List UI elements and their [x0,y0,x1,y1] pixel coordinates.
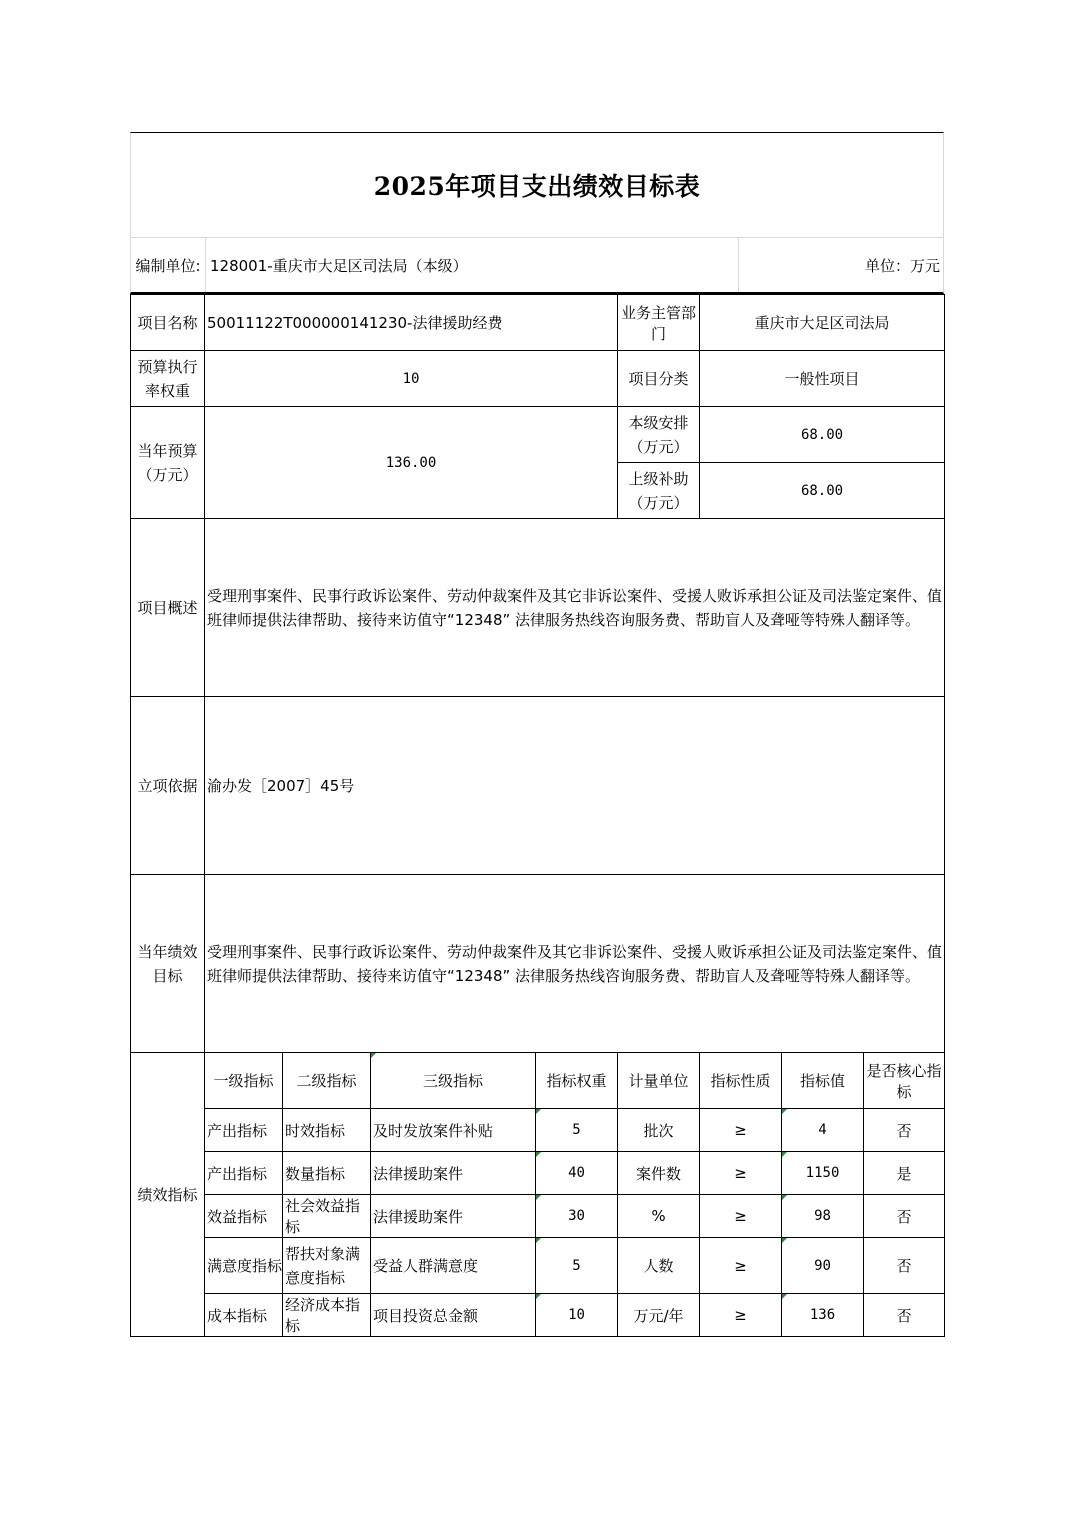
table-row [131,1238,945,1294]
cell-unit: 万元/年 [618,1294,700,1337]
dept-label: 业务主管部门 [618,295,700,351]
unit-label: 单位：万元 [864,256,940,275]
dept-value: 重庆市大足区司法局 [700,295,945,351]
cell-value: 90 [782,1238,864,1294]
cell-value: 98 [782,1195,864,1238]
rate-value: 10 [205,351,618,407]
cell-level3: 项目投资总金额 [371,1294,536,1337]
header-nature: 指标性质 [700,1053,782,1109]
indicators-section-label: 绩效指标 [131,1053,205,1337]
cell-level1: 满意度指标 [205,1238,283,1294]
cell-unit: 案件数 [618,1152,700,1195]
cell-nature: ≥ [700,1195,782,1238]
row-budget-local [131,407,945,463]
header-weight: 指标权重 [536,1053,618,1109]
cell-value: 1150 [782,1152,864,1195]
header-level3: 三级指标 [371,1053,536,1109]
goal-value: 受理刑事案件、民事行政诉讼案件、劳动仲裁案件及其它非诉讼案件、受援人败诉承担公证及司法鉴定案件、值班律师提供法律帮助、接待来访值守“12348” 法律服务热线咨询服务费、帮助盲人及聋哑等特殊人翻译等。 [205,875,945,1053]
budget-value: 136.00 [205,407,618,519]
table-row [131,1152,945,1195]
cell-weight: 10 [536,1294,618,1337]
category-value: 一般性项目 [700,351,945,407]
header-value: 指标值 [782,1053,864,1109]
cell-core: 否 [864,1238,945,1294]
cell-unit: 批次 [618,1109,700,1152]
org-value: 128001-重庆市大足区司法局（本级） [206,238,739,292]
page-title: 2025年项目支出绩效目标表 [373,172,701,201]
cell-level2: 帮扶对象满意度指标 [283,1238,371,1294]
cell-unit: 人数 [618,1238,700,1294]
header-level1: 一级指标 [205,1053,283,1109]
local-label: 本级安排（万元） [618,407,700,463]
row-basis [131,697,945,875]
row-project-name [131,295,945,351]
basis-value: 渝办发［2007］45号 [205,697,945,875]
header-core: 是否核心指标 [864,1053,945,1109]
table-row [131,1294,945,1337]
rate-label: 预算执行率权重 [131,351,205,407]
cell-nature: ≥ [700,1109,782,1152]
row-overview [131,519,945,697]
cell-level3: 及时发放案件补贴 [371,1109,536,1152]
header-level2: 二级指标 [283,1053,371,1109]
cell-core: 否 [864,1195,945,1238]
upper-value: 68.00 [700,463,945,519]
org-label: 编制单位: [131,238,206,292]
category-label: 项目分类 [618,351,700,407]
cell-nature: ≥ [700,1152,782,1195]
cell-level3: 受益人群满意度 [371,1238,536,1294]
cell-weight: 30 [536,1195,618,1238]
overview-label: 项目概述 [131,519,205,697]
cell-weight: 5 [536,1238,618,1294]
cell-weight: 40 [536,1152,618,1195]
cell-nature: ≥ [700,1238,782,1294]
cell-level3: 法律援助案件 [371,1195,536,1238]
main-table [130,294,945,1337]
cell-nature: ≥ [700,1294,782,1337]
upper-label: 上级补助（万元） [618,463,700,519]
cell-level2: 经济成本指标 [283,1294,371,1337]
cell-level2: 时效指标 [283,1109,371,1152]
header-row [130,238,944,294]
basis-label: 立项依据 [131,697,205,875]
cell-level3: 法律援助案件 [371,1152,536,1195]
cell-level1: 成本指标 [205,1294,283,1337]
cell-core: 否 [864,1294,945,1337]
header-unit: 计量单位 [618,1053,700,1109]
title-row [130,132,944,238]
cell-level1: 效益指标 [205,1195,283,1238]
row-annual-goal [131,875,945,1053]
row-execution-rate [131,351,945,407]
cell-level1: 产出指标 [205,1109,283,1152]
overview-value: 受理刑事案件、民事行政诉讼案件、劳动仲裁案件及其它非诉讼案件、受援人败诉承担公证及司法鉴定案件、值班律师提供法律帮助、接待来访值守“12348” 法律服务热线咨询服务费、帮助盲人及聋哑等特殊人翻译等。 [205,519,945,697]
performance-target-sheet [130,132,944,1337]
cell-core: 是 [864,1152,945,1195]
budget-label: 当年预算（万元） [131,407,205,519]
local-value: 68.00 [700,407,945,463]
project-name-value: 50011122T000000141230-法律援助经费 [205,295,618,351]
cell-value: 136 [782,1294,864,1337]
goal-label: 当年绩效目标 [131,875,205,1053]
table-row [131,1109,945,1152]
cell-unit: % [618,1195,700,1238]
table-row [131,1195,945,1238]
cell-level1: 产出指标 [205,1152,283,1195]
cell-level2: 数量指标 [283,1152,371,1195]
cell-value: 4 [782,1109,864,1152]
cell-core: 否 [864,1109,945,1152]
indicator-header-row [131,1053,945,1109]
project-name-label: 项目名称 [131,295,205,351]
cell-weight: 5 [536,1109,618,1152]
cell-level2: 社会效益指标 [283,1195,371,1238]
